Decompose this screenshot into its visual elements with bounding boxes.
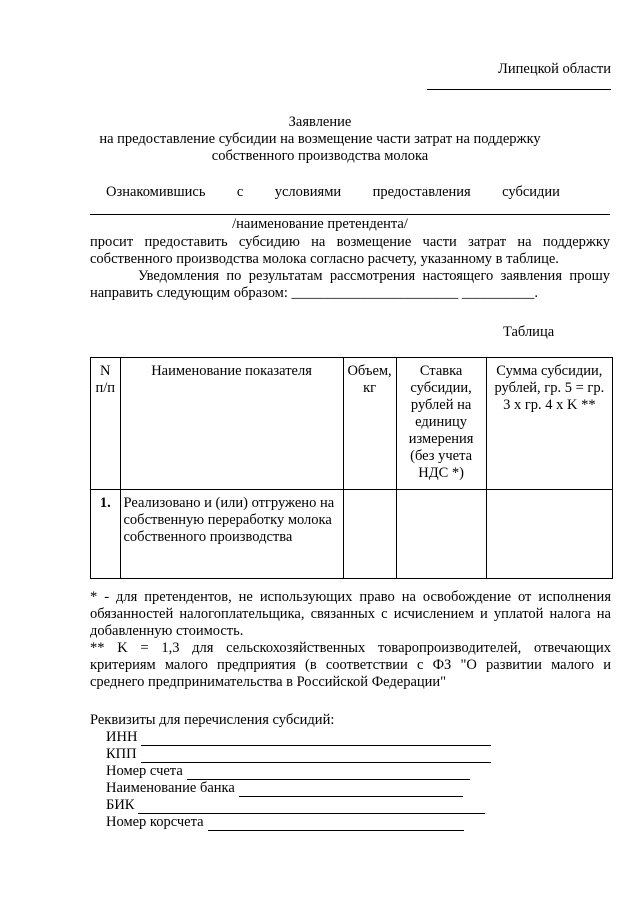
table-caption: Таблица <box>503 324 555 340</box>
bank-input-line[interactable] <box>239 783 463 797</box>
subsidy-table <box>90 357 613 579</box>
account-input-line[interactable] <box>187 766 470 780</box>
footnote-vat: * - для претендентов, не использующих право на освобождение от исполнения обязанностей налогоплательщика, связанных с исчислением и уплатой налога на добавленную стоимость. <box>90 589 611 639</box>
row-name-cell: Реализовано и (или) отгружено на собственную переработку молока собственного производства <box>120 490 343 579</box>
field-inn <box>106 729 491 746</box>
header-cell-name: Наименование показателя <box>120 358 343 490</box>
field-account <box>106 763 470 780</box>
requisites-title: Реквизиты для перечисления субсидий: <box>90 712 335 728</box>
row-volume-cell[interactable] <box>343 490 396 579</box>
field-label: Номер корсчета <box>106 814 204 830</box>
row-sum-cell[interactable] <box>486 490 612 579</box>
document-subtitle-line2: собственного производства молока <box>211 148 429 164</box>
corr-account-input-line[interactable] <box>208 817 464 831</box>
footnotes <box>90 589 611 691</box>
table-row <box>91 490 613 579</box>
document-title: Заявление <box>288 114 352 130</box>
table-header-row <box>91 358 613 490</box>
body-line-delivery: направить следующим образом: _______________________ __________. <box>90 285 538 301</box>
inn-input-line[interactable] <box>141 732 491 746</box>
ack-word: субсидии <box>502 184 560 200</box>
body-line: Уведомления по результатам рассмотрения настоящего заявления прошу <box>138 268 610 284</box>
header-cell-sum: Сумма субсидии, рублей, гр. 5 = гр. 3 x гр. 4 x K ** <box>486 358 612 490</box>
acknowledgement-line <box>90 184 610 201</box>
field-label: КПП <box>106 746 137 762</box>
row-rate-cell[interactable] <box>396 490 486 579</box>
header-cell-rate: Ставка субсидии, рублей на единицу измерения (без учета НДС *) <box>396 358 486 490</box>
applicant-name-line <box>90 214 610 215</box>
footnote-k-coefficient: ** K = 1,3 для сельскохозяйственных товаропроизводителей, отвечающих критериям малого предприятия (в соответствии с ФЗ "О развитии малого и среднего предпринимательства в Российской Федерации" <box>90 640 611 690</box>
body-line: собственного производства молока согласно расчету, указанному в таблице. <box>90 251 559 267</box>
field-label: Наименование банка <box>106 780 235 796</box>
header-cell-num: N п/п <box>91 358 121 490</box>
field-label: Номер счета <box>106 763 183 779</box>
field-label: ИНН <box>106 729 138 745</box>
bik-input-line[interactable] <box>138 800 485 814</box>
body-line: просит предоставить субсидию на возмещение части затрат на поддержку <box>90 234 610 250</box>
kpp-input-line[interactable] <box>141 749 491 763</box>
header-cell-volume: Объем, кг <box>343 358 396 490</box>
region-header: Липецкой области <box>498 61 611 77</box>
ack-word: условиями <box>274 184 342 200</box>
field-label: БИК <box>106 797 135 813</box>
ack-word: предоставления <box>372 184 471 200</box>
field-corr-account <box>106 814 464 831</box>
field-bank <box>106 780 463 797</box>
applicant-caption: /наименование претендента/ <box>232 216 408 232</box>
field-kpp <box>106 746 491 763</box>
ack-word: с <box>236 184 244 200</box>
ack-word: Ознакомившись <box>106 184 206 200</box>
recipient-blank-line <box>427 89 611 90</box>
document-subtitle-line1: на предоставление субсидии на возмещение части затрат на поддержку <box>99 131 541 147</box>
field-bik <box>106 797 485 814</box>
row-num-cell: 1. <box>91 490 121 579</box>
